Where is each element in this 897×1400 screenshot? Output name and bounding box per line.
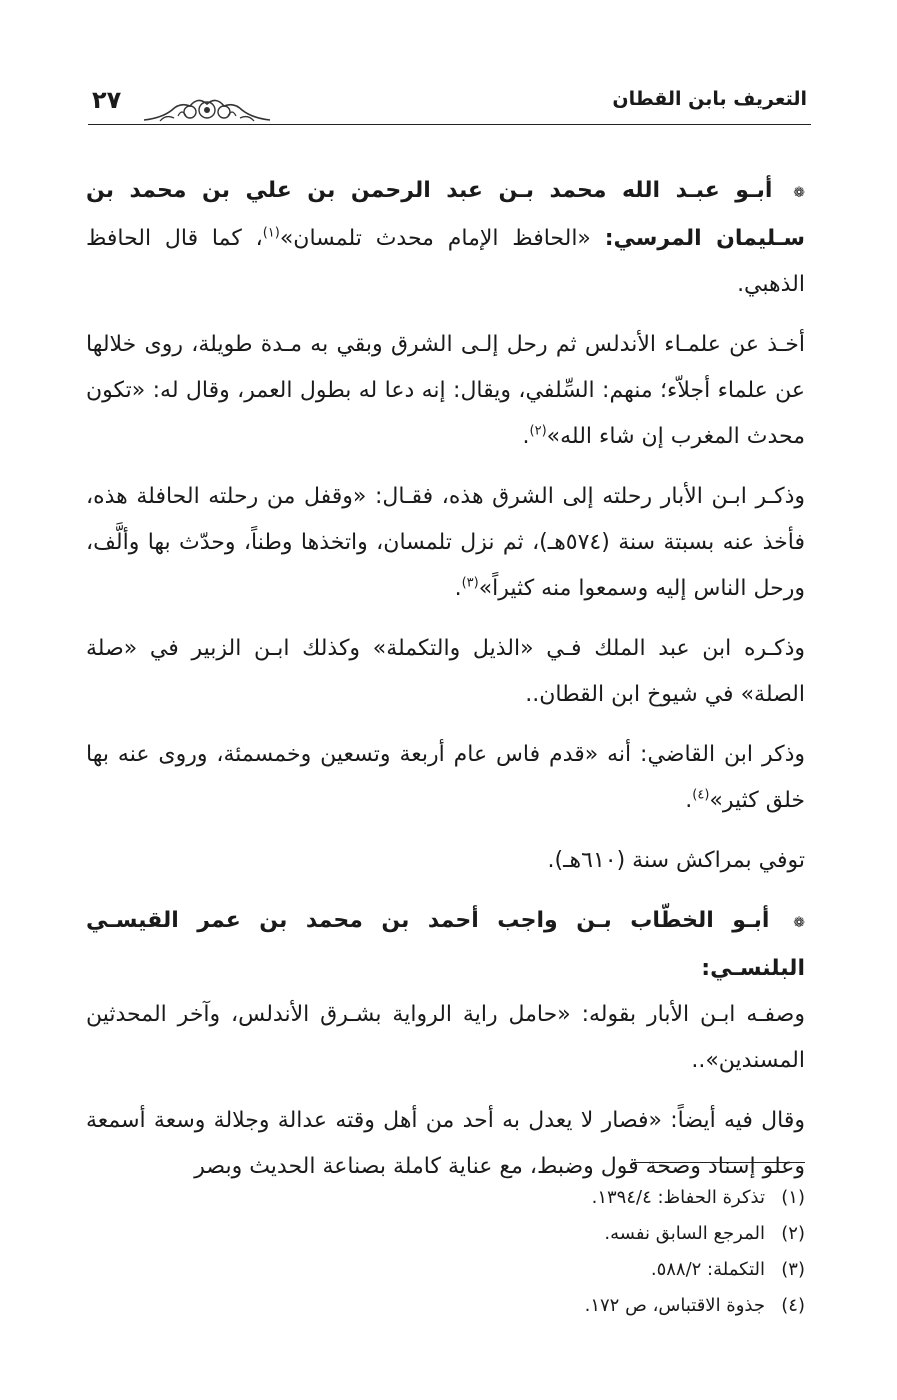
footnote-text: التكملة: ٥٨٨/٢. bbox=[650, 1259, 765, 1280]
footnote-rule bbox=[633, 1162, 805, 1163]
footnote bbox=[300, 1216, 805, 1252]
footnote-ref: (٤) bbox=[692, 787, 710, 803]
footnote bbox=[300, 1252, 805, 1288]
bullet-icon: ❁ bbox=[793, 915, 806, 931]
bullet-icon: ❁ bbox=[793, 185, 805, 201]
paragraph bbox=[86, 898, 805, 992]
footnote-text: المرجع السابق نفسه. bbox=[604, 1223, 765, 1244]
paragraph-text: وقال فيه أيضاً: «فصار لا يعدل به أحد من أهل وقته عدالة وجلالة وسعة أسمعة وعلو إسناد وصحة قول وضبط، مع عناية كاملة بصناعة الحديث وبصر bbox=[86, 1108, 805, 1179]
paragraph-text: وصفـه ابـن الأبار بقوله: «حامل راية الرواية بشـرق الأندلس، وآخر المحدثين المسندين».. bbox=[86, 1002, 805, 1073]
paragraph-text: أخـذ عن علمـاء الأندلس ثم رحل إلـى الشرق وبقي به مـدة طويلة، روى خلالها عن علماء أجلاّء؛ منهم: السِّلفي، ويقال: إنه دعا له بطول العمر، وقال له: «تكون محدث المغرب إن شاء الله» bbox=[86, 332, 805, 449]
paragraph bbox=[86, 474, 805, 612]
page-number: ٢٧ bbox=[92, 86, 122, 114]
paragraph-text: . bbox=[685, 788, 693, 813]
entry-heading: أبـو عبـد الله محمد بـن عبد الرحمن بن علي بن محمد بن سـليمان المرسي: bbox=[86, 178, 805, 251]
paragraph-text: . bbox=[454, 576, 462, 601]
paragraph-text: ، كما قال الحافظ الذهبي. bbox=[86, 226, 805, 297]
paragraph bbox=[86, 322, 805, 460]
footnote-text: تذكرة الحفاظ: ١٣٩٤/٤. bbox=[591, 1187, 765, 1208]
running-title: التعريف بابن القطان bbox=[612, 88, 807, 110]
paragraph-text: . bbox=[522, 424, 530, 449]
paragraph bbox=[86, 732, 805, 824]
footnote-ref: (٢) bbox=[529, 423, 547, 439]
paragraph-text: توفي بمراكش سنة (٦١٠هـ). bbox=[547, 848, 805, 873]
footnote-number: (٢) bbox=[781, 1223, 805, 1244]
footnote-text: جذوة الاقتباس، ص ١٧٢. bbox=[584, 1295, 765, 1316]
footnote-number: (٣) bbox=[781, 1259, 805, 1280]
paragraph-text: «الحافظ الإمام محدث تلمسان» bbox=[279, 226, 605, 251]
paragraph bbox=[86, 168, 805, 308]
footnote bbox=[300, 1180, 805, 1216]
header-rule bbox=[88, 124, 811, 125]
paragraph bbox=[86, 1098, 805, 1190]
paragraph-text: وذكر ابن القاضي: أنه «قدم فاس عام أربعة وتسعين وخمسمئة، وروى عنه بها خلق كثير» bbox=[86, 742, 805, 813]
main-text bbox=[86, 168, 805, 1204]
paragraph bbox=[86, 626, 805, 718]
footnote-number: (١) bbox=[781, 1187, 805, 1208]
entry-heading: أبـو الخطّاب بـن واجب أحمد بن محمد بن عمر القيسـي البلنسـي: bbox=[86, 908, 805, 981]
paragraph bbox=[86, 992, 805, 1084]
paragraph-text: وذكـره ابن عبد الملك فـي «الذيل والتكملة» وكذلك ابـن الزبير في «صلة الصلة» في شيوخ ابن القطان.. bbox=[86, 636, 805, 707]
footnote-number: (٤) bbox=[781, 1295, 805, 1316]
footnotes bbox=[300, 1180, 805, 1324]
footnote bbox=[300, 1288, 805, 1324]
footnote-ref: (١) bbox=[262, 225, 280, 241]
header-ornament-icon bbox=[142, 92, 272, 126]
paragraph bbox=[86, 838, 805, 884]
footnote-ref: (٣) bbox=[461, 575, 479, 591]
paragraph-text: وذكـر ابـن الأبار رحلته إلى الشرق هذه، فقـال: «وقفل من رحلته الحافلة هذه، فأخذ عنه بسبتة سنة (٥٧٤هـ)، ثم نزل تلمسان، واتخذها وطناً، وحدّث بها وألَّف، ورحل الناس إليه وسمعوا منه كثيراً» bbox=[86, 484, 805, 601]
